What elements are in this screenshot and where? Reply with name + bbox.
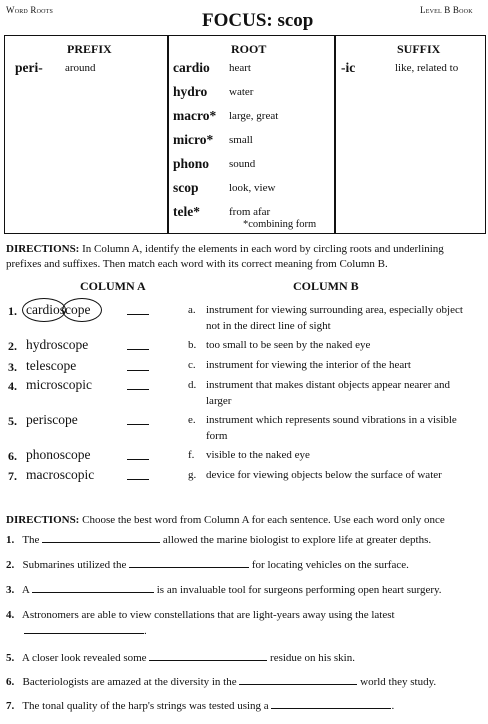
column-b-definition: device for viewing objects below the surface of water	[206, 469, 442, 481]
suffix-part: -ic	[341, 60, 356, 75]
column-a-word: periscope	[26, 412, 78, 427]
sentence: 5. A closer look revealed some residue on his skin.	[6, 652, 355, 664]
column-a-word: microscopic	[26, 377, 92, 392]
item-number: 4.	[8, 379, 17, 393]
item-number: 3.	[8, 360, 17, 374]
column-b-letter: b.	[188, 339, 197, 351]
column-b-definition: too small to be seen by the naked eye	[206, 339, 371, 351]
column-a-heading: COLUMN A	[80, 279, 146, 293]
header-right: Level B Book	[420, 5, 473, 15]
column-a-word: telescope	[26, 358, 77, 373]
suffix-heading: SUFFIX	[397, 42, 441, 56]
column-b-letter: d.	[188, 379, 197, 391]
column-b-definition: instrument for viewing the interior of the heart	[206, 359, 411, 371]
item-number: 2.	[8, 339, 17, 353]
root-meaning: large, great	[229, 110, 279, 122]
sentence-continuation: .	[24, 625, 147, 637]
column-b-definition: instrument that makes distant objects appear nearer and larger	[206, 379, 451, 407]
column-b-definition: instrument which represents sound vibrations in a visible form	[206, 414, 457, 442]
column-b-letter: c.	[188, 359, 196, 371]
footnote: *combining form	[243, 219, 317, 230]
prefix-part: peri-	[15, 60, 43, 75]
sentence: 1. The allowed the marine biologist to explore life at greater depths.	[6, 534, 432, 546]
column-b-definition: instrument for viewing surrounding area, especially object not in the direct line of sight	[206, 304, 463, 332]
directions-1-line-2: prefixes and suffixes. Then match each word with its correct meaning from Column B.	[6, 258, 388, 270]
root-meaning: heart	[229, 62, 251, 74]
answer-blank[interactable]	[127, 424, 149, 425]
item-number: 5.	[8, 414, 17, 428]
answer-blank[interactable]	[127, 349, 149, 350]
directions-label: DIRECTIONS:	[6, 243, 80, 255]
directions-1-line-1: DIRECTIONS: In Column A, identify the elements in each word by circling roots and underlining	[6, 243, 444, 255]
column-a-word: macroscopic	[26, 467, 95, 482]
item-number: 1.	[8, 304, 17, 318]
sentence-blank[interactable]	[42, 542, 160, 543]
root-part: phono	[173, 156, 210, 171]
column-a-word: cardioscope	[26, 302, 91, 317]
sentence-blank[interactable]	[24, 633, 144, 634]
answer-blank[interactable]	[127, 479, 149, 480]
answer-blank[interactable]	[127, 314, 149, 315]
column-b-definition: visible to the naked eye	[206, 449, 310, 461]
root-part: cardio	[173, 60, 210, 75]
root-meaning: look, view	[229, 182, 276, 194]
page-title: FOCUS: scop	[202, 10, 314, 31]
item-number: 7.	[8, 469, 17, 483]
directions-label: DIRECTIONS:	[6, 514, 80, 526]
prefix-heading: PREFIX	[67, 42, 112, 56]
sentence: 6. Bacteriologists are amazed at the diversity in the world they study.	[6, 676, 437, 688]
root-part: hydro	[173, 84, 208, 99]
answer-blank[interactable]	[127, 459, 149, 460]
root-heading: ROOT	[231, 42, 267, 56]
sentence-blank[interactable]	[32, 592, 154, 593]
word-parts-table	[4, 35, 486, 234]
column-a-word: phonoscope	[26, 447, 91, 462]
root-meaning: sound	[229, 158, 256, 170]
column-b-letter: a.	[188, 304, 196, 316]
root-meaning: from afar	[229, 206, 271, 218]
column-b-letter: f.	[188, 449, 195, 461]
suffix-meaning: like, related to	[395, 62, 459, 74]
column-b-letter: e.	[188, 414, 196, 426]
sentence-blank[interactable]	[271, 708, 391, 709]
sentence-blank[interactable]	[149, 660, 267, 661]
root-part: scop	[173, 180, 199, 195]
root-part: tele*	[173, 204, 200, 219]
column-b-heading: COLUMN B	[293, 279, 359, 293]
column-a-word: hydroscope	[26, 337, 89, 352]
answer-blank[interactable]	[127, 370, 149, 371]
sentence: 2. Submarines utilized the for locating vehicles on the surface.	[6, 559, 409, 571]
root-part: micro*	[173, 132, 214, 147]
sentence: 4. Astronomers are able to view constellations that are light-years away using the latest	[6, 609, 395, 621]
root-part: macro*	[173, 108, 217, 123]
sentence: 7. The tonal quality of the harp's strings was tested using a .	[6, 700, 395, 712]
item-number: 6.	[8, 449, 17, 463]
root-meaning: small	[229, 134, 253, 146]
column-b-letter: g.	[188, 469, 197, 481]
directions-2: DIRECTIONS: Choose the best word from Column A for each sentence. Use each word only once	[6, 514, 445, 526]
sentence: 3. A is an invaluable tool for surgeons performing open heart surgery.	[6, 584, 442, 596]
sentence-blank[interactable]	[239, 684, 357, 685]
header-left: Word Roots	[6, 5, 54, 15]
root-meaning: water	[229, 86, 254, 98]
answer-blank[interactable]	[127, 389, 149, 390]
sentence-blank[interactable]	[129, 567, 249, 568]
prefix-meaning: around	[65, 62, 96, 74]
